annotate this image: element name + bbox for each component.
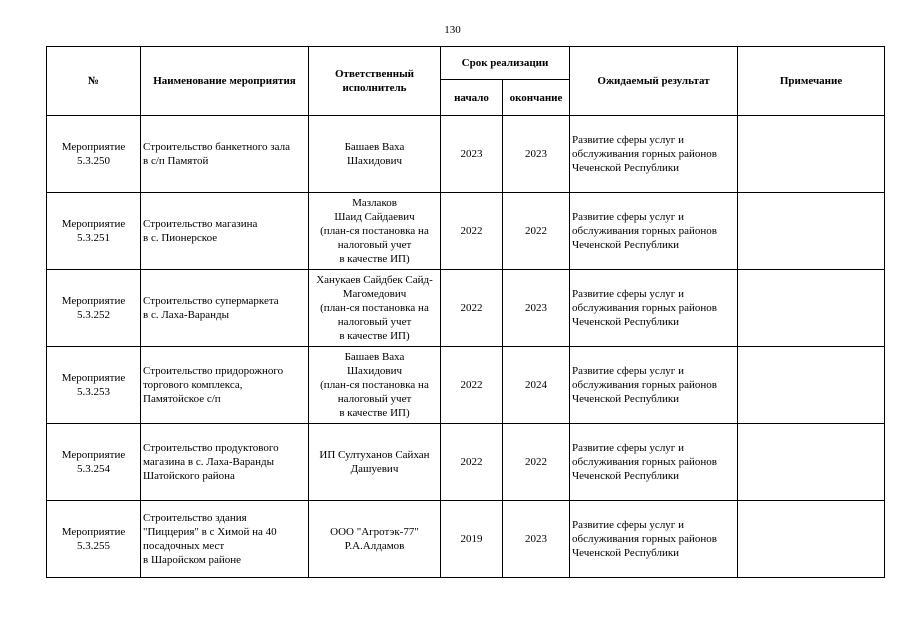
header-period: Срок реализации [441, 47, 570, 80]
cell-num: Мероприятие 5.3.253 [61, 372, 126, 398]
cell-name: Строительство продуктового магазина в с. Лаха-Варанды Шатойского района [143, 442, 279, 482]
cell-start: 2022 [460, 225, 483, 237]
cell-start: 2022 [460, 379, 483, 391]
table-row [47, 424, 885, 501]
cell-result: Развитие сферы услуг и обслуживания горных районов Чеченской Республики [572, 134, 717, 174]
cell-end: 2024 [525, 379, 547, 391]
cell-result: Развитие сферы услуг и обслуживания горных районов Чеченской Республики [572, 519, 717, 559]
cell-start: 2022 [460, 302, 483, 314]
cell-result: Развитие сферы услуг и обслуживания горных районов Чеченской Республики [572, 288, 717, 328]
header-end: окончание [503, 80, 570, 116]
header-result: Ожидаемый результат [570, 47, 738, 116]
cell-end: 2022 [525, 225, 547, 237]
cell-end: 2023 [525, 533, 547, 545]
cell-responsible: Башаев Ваха Шахидович (план-ся постановка на налоговый учет в качестве ИП) [320, 351, 429, 419]
cell-end: 2022 [525, 456, 547, 468]
header-start: начало [441, 80, 503, 116]
cell-name: Строительство банкетного зала в с/п Памятой [143, 141, 290, 167]
cell-responsible: ИП Султуханов Сайхан Дашуевич [319, 449, 430, 475]
cell-num: Мероприятие 5.3.255 [61, 526, 126, 552]
header-name: Наименование мероприятия [141, 47, 309, 116]
cell-responsible: Башаев Ваха Шахидович [344, 141, 405, 167]
cell-name: Строительство магазина в с. Пионерское [143, 218, 258, 244]
cell-name: Строительство супермаркета в с. Лаха-Варанды [143, 295, 279, 321]
cell-responsible: ООО "Агротэк-77" Р.А.Алдамов [330, 526, 419, 552]
table-row [47, 501, 885, 578]
cell-num: Мероприятие 5.3.250 [61, 141, 126, 167]
cell-name: Строительство здания "Пиццерия" в с Химой на 40 посадочных мест в Шаройском районе [143, 512, 277, 566]
measures-table [46, 46, 885, 578]
header-note: Примечание [738, 47, 885, 116]
cell-start: 2023 [460, 148, 483, 160]
cell-result: Развитие сферы услуг и обслуживания горных районов Чеченской Республики [572, 442, 717, 482]
cell-result: Развитие сферы услуг и обслуживания горных районов Чеченской Республики [572, 211, 717, 251]
cell-start: 2019 [460, 533, 483, 545]
cell-num: Мероприятие 5.3.251 [61, 218, 126, 244]
cell-num: Мероприятие 5.3.252 [61, 295, 126, 321]
header-responsible: Ответственный исполнитель [309, 47, 441, 116]
header-num: № [47, 47, 141, 116]
cell-responsible: Мазлаков Шаид Сайдаевич (план-ся постановка на налоговый учет в качестве ИП) [320, 197, 429, 265]
table-row [47, 347, 885, 424]
table-row [47, 116, 885, 193]
cell-end: 2023 [525, 302, 547, 314]
cell-result: Развитие сферы услуг и обслуживания горных районов Чеченской Республики [572, 365, 717, 405]
table-row [47, 270, 885, 347]
page-number: 130 [444, 24, 461, 36]
cell-end: 2023 [525, 148, 547, 160]
table-row [47, 193, 885, 270]
cell-num: Мероприятие 5.3.254 [61, 449, 126, 475]
cell-name: Строительство придорожного торгового комплекса, Памятойское с/п [143, 365, 284, 405]
table-header-row [47, 47, 885, 80]
cell-start: 2022 [460, 456, 483, 468]
cell-responsible: Ханукаев Сайдбек Сайд- Магомедович (план-ся постановка на налоговый учет в качестве ИП) [316, 274, 433, 342]
